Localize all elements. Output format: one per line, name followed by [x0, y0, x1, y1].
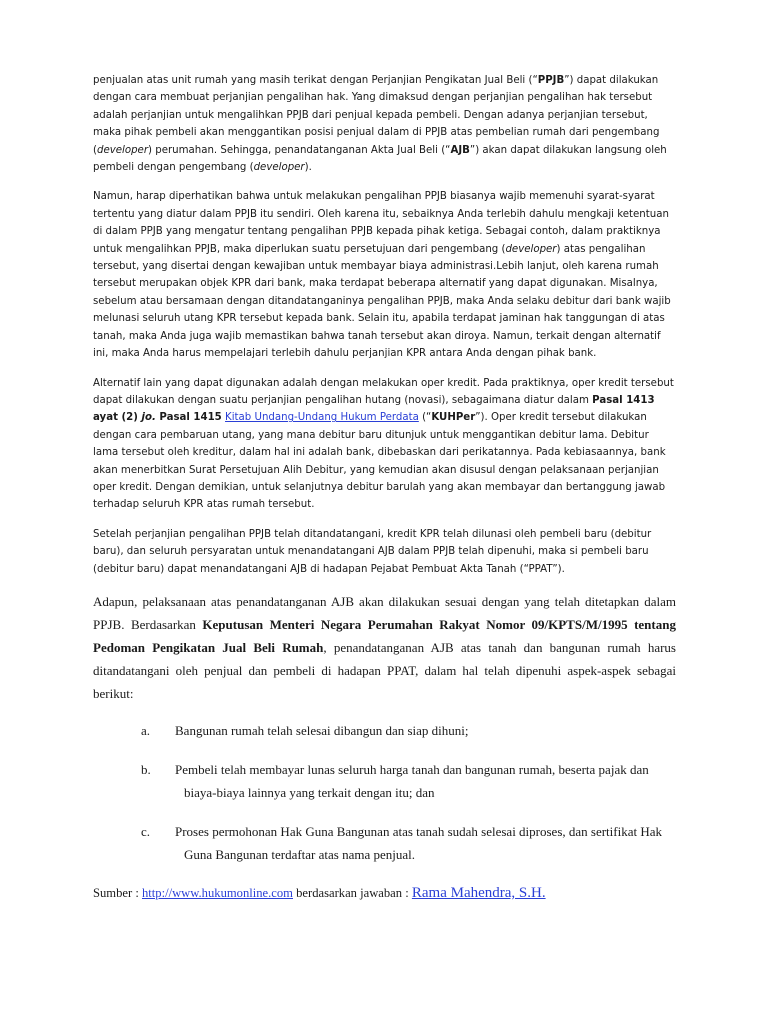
- text: , penandatanganan AJB atas tanah dan bangunan rumah harus ditandatangani oleh penjual dan pembeli di hadapan PPAT, dalam hal telah dipenuhi aspek-aspek sebagai berikut:: [93, 639, 676, 701]
- italic-term: developer: [505, 243, 557, 255]
- text: ) perumahan. Sehingga, penandatanganan Akta Jual Beli (“: [148, 144, 451, 156]
- list-text: Proses permohonan Hak Guna Bangunan atas tanah sudah selesai diproses, dan sertifikat Hak: [175, 823, 663, 839]
- list-marker: c.: [141, 823, 151, 839]
- text: Adapun, pelaksanaan atas penandatanganan AJB akan dilakukan sesuai dengan yang telah ditetapkan dalam PPJB. Berdasarkan: [93, 593, 676, 632]
- source-label: Sumber :: [93, 885, 142, 900]
- bold-term: PPJB: [537, 75, 565, 86]
- text: penjualan atas unit rumah yang masih terikat dengan Perjanjian Pengikatan Jual Beli (“: [93, 75, 538, 86]
- list-text-continued: biaya-biaya lainnya yang terkait dengan itu; dan: [184, 784, 435, 800]
- text: ”) akan dapat dilakukan langsung oleh pembeli dengan pengembang (: [93, 144, 667, 174]
- italic-term: developer: [253, 162, 305, 174]
- author-link[interactable]: Rama Mahendra, S.H.: [411, 884, 546, 901]
- text: Setelah perjanjian pengalihan PPJB telah ditandatangani, kredit KPR telah dilunasi oleh pembeli baru (debitur baru), dan seluruh persyaratan untuk menandatangani AJB dalam PPJB telah dipenuhi, maka si pembeli baru (debitur baru) dapat menandatangani AJB di hadapan Pejabat Pembuat Akta Tanah (“PPAT”).: [93, 528, 652, 575]
- paragraph-ppjb-transfer: [93, 72, 676, 176]
- source-middle-text: berdasarkan jawaban :: [292, 885, 412, 900]
- text: ).: [304, 162, 312, 174]
- text: Namun, harap diperhatikan bahwa untuk melakukan pengalihan PPJB biasanya wajib memenuhi syarat-syarat tertentu yang diatur dalam PPJB itu sendiri. Oleh karena itu, sebaiknya Anda terlebih dahulu mengkaji ketentuan di dalam PPJB yang mengatur tentang pengalihan PPJB kepada pihak ketiga. Sebagai contoh, dalam praktiknya untuk mengalihkan PPJB, maka diperlukan suatu persetujuan dari pengembang (: [93, 191, 669, 255]
- source-line: [93, 882, 676, 904]
- bold-term: Pasal 1415: [155, 412, 222, 424]
- bold-term: KUHPer: [431, 412, 476, 424]
- kuhper-link[interactable]: Kitab Undang-Undang Hukum Perdata: [225, 412, 419, 424]
- paragraph-requirements: [93, 188, 676, 362]
- text: ) atas pengalihan tersebut, yang disertai dengan kewajiban untuk membayar biaya administrasi.Lebih lanjut, oleh karena rumah tersebut merupakan objek KPR dari bank, maka terdapat beberapa alternatif yang dapat digunakan. Misalnya, sebelum atau bersamaan dengan ditandatanganinya pengalihan PPJB, maka Anda selaku debitur dari bank wajib melunasi seluruh utang KPR tersebut kepada bank. Selain itu, apabila terdapat jaminan hak tanggungan di atas tanah, maka Anda juga wajib memastikan bahwa tanah tersebut akan diroya. Namun, terkait dengan alternatif ini, maka Anda harus mempelajari terlebih dahulu perjanjian KPR antara Anda dengan pihak bank.: [93, 243, 671, 360]
- text: (“: [418, 412, 432, 424]
- list-text: Pembeli telah membayar lunas seluruh harga tanah dan bangunan rumah, beserta pajak dan: [175, 761, 649, 777]
- list-marker: a.: [141, 722, 151, 738]
- source-url-link[interactable]: http://www.hukumonline.com: [141, 885, 293, 900]
- bold-term: AJB: [450, 144, 470, 156]
- paragraph-ajb-signing: [93, 526, 676, 578]
- list-item: [93, 758, 676, 804]
- list-item: [93, 719, 676, 742]
- list-text-continued: Guna Bangunan terdaftar atas nama penjual.: [184, 846, 416, 862]
- document-page: [93, 72, 676, 904]
- paragraph-implementation: [93, 590, 676, 705]
- text: ”) dapat dilakukan dengan cara membuat perjanjian pengalihan hak. Yang dimaksud dengan perjanjian pengalihan hak tersebut adalah perjanjian untuk mengalihkan PPJB dari penjual kepada pembeli. Dengan adanya perjanjian tersebut, maka pihak pembeli akan menggantikan posisi penjual dalam di PPJB atas pembelian rumah dari pengembang (: [93, 75, 660, 156]
- bold-term: Pasal 1413 ayat (2): [93, 394, 655, 424]
- bold-term: Keputusan Menteri Negara Perumahan Rakyat Nomor 09/KPTS/M/1995 tentang Pedoman Pengikatan Jual Beli Rumah: [93, 616, 676, 655]
- text: ”). Oper kredit tersebut dilakukan dengan cara pembaruan utang, yang mana debitur baru ditunjuk untuk menggantikan debitur lama. Debitur lama tersebut oleh kreditur, dalam hal ini adalah bank, dibebaskan dari perikatannya. Pada kebiasaannya, bank akan menerbitkan Surat Persetujuan Alih Debitur, yang kemudian akan disusul dengan pelaksanaan perjanjian oper kredit. Dengan demikian, untuk selanjutnya debitur barulah yang akan membayar dan bertanggung jawab terhadap seluruh KPR atas rumah tersebut.: [93, 412, 666, 511]
- bold-italic-term: jo.: [141, 412, 156, 424]
- paragraph-oper-kredit: [93, 375, 676, 514]
- list-marker: b.: [141, 761, 151, 777]
- italic-term: developer: [96, 144, 149, 156]
- text: Alternatif lain yang dapat digunakan adalah dengan melakukan oper kredit. Pada praktiknya, oper kredit tersebut dapat dilakukan dengan suatu perjanjian pengalihan hutang (novasi), sebagaimana diatur dalam: [93, 377, 674, 406]
- list-item: [93, 820, 676, 866]
- list-text: Bangunan rumah telah selesai dibangun dan siap dihuni;: [175, 722, 469, 738]
